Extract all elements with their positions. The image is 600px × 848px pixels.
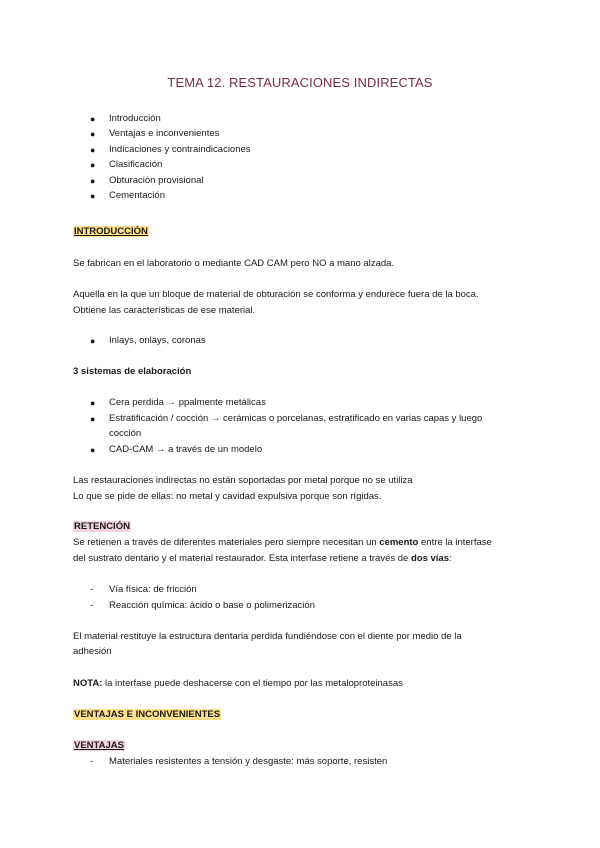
intro-paragraph-2-line-2: Obtiene las características de ese material. bbox=[73, 305, 256, 316]
bullet-dot: ● bbox=[90, 191, 96, 201]
advantages-heading: VENTAJAS E INCONVENIENTES bbox=[74, 709, 221, 720]
toc-item: Indicaciones y contraindicaciones bbox=[109, 144, 251, 155]
toc-item: Cementación bbox=[109, 190, 165, 201]
bullet-dot: ● bbox=[90, 336, 96, 346]
way-item: Reacción química: ácido o base o polimerización bbox=[109, 600, 315, 611]
retention-bold-term: dos vías bbox=[410, 553, 449, 564]
retention-line-1 bbox=[73, 537, 492, 549]
retention-heading: RETENCIÓN bbox=[74, 521, 130, 532]
retention-text: del sustrato dentario y el material restaurador. Esta interfase retiene a través de bbox=[73, 553, 411, 564]
toc-item: Ventajas e inconvenientes bbox=[109, 128, 220, 139]
bullet-dot: ● bbox=[90, 176, 96, 186]
section-heading-advantages bbox=[73, 709, 221, 721]
system-item: Estratificación / cocción → cerámicas o porcelanas, estratificado en varias capas y luego bbox=[109, 413, 483, 424]
bullet-dot: ● bbox=[90, 145, 96, 155]
intro-paragraph-1: Se fabrican en el laboratorio o mediante CAD CAM pero NO a mano alzada. bbox=[73, 258, 395, 269]
dash-marker: - bbox=[90, 756, 94, 767]
retention-bold-term: cemento bbox=[379, 537, 419, 548]
systems-heading: 3 sistemas de elaboración bbox=[73, 366, 192, 377]
retention-line-2 bbox=[73, 553, 452, 565]
bullet-dot: ● bbox=[90, 129, 96, 139]
toc-item: Clasificación bbox=[109, 159, 163, 170]
section-heading-intro bbox=[73, 226, 149, 238]
intro-paragraph-3-line-2: Lo que se pide de ellas: no metal y cavidad expulsiva porque son rígidas. bbox=[73, 491, 382, 502]
intro-heading: INTRODUCCIÓN bbox=[74, 226, 148, 237]
bullet-dot: ● bbox=[90, 114, 96, 124]
page-title: TEMA 12. RESTAURACIONES INDIRECTAS bbox=[167, 75, 433, 90]
subsection-heading-ventajas bbox=[73, 740, 125, 752]
intro-paragraph-3-line-1: Las restauraciones indirectas no están soportadas por metal porque no se utiliza bbox=[73, 475, 413, 486]
toc-item: Obturación provisional bbox=[109, 175, 204, 186]
retention-text: entre la interfase bbox=[418, 537, 492, 548]
system-item-continuation: cocción bbox=[109, 428, 142, 439]
advantage-item: Materiales resistentes a tensión y desgaste: más soporte, resisten bbox=[109, 756, 388, 767]
note-text: la interfase puede deshacerse con el tiempo por las metaloproteinasas bbox=[102, 678, 403, 689]
retention-paragraph-line-2: adhesión bbox=[73, 646, 112, 657]
intro-paragraph-2-line-1: Aquella en la que un bloque de material de obturación se conforma y endurece fuera de la boca. bbox=[73, 289, 479, 300]
dash-marker: - bbox=[90, 600, 94, 611]
bullet-dot: ● bbox=[90, 160, 96, 170]
bullet-dot: ● bbox=[90, 398, 96, 408]
dash-marker: - bbox=[90, 584, 94, 595]
types-item: Inlays, onlays, coronas bbox=[109, 335, 206, 346]
system-item: Cera perdida → ppalmente metálicas bbox=[109, 397, 266, 408]
retention-text: : bbox=[449, 553, 452, 564]
bullet-dot: ● bbox=[90, 414, 96, 424]
ventajas-heading: VENTAJAS bbox=[74, 740, 124, 751]
note-line bbox=[73, 678, 403, 690]
toc-item: Introducción bbox=[109, 113, 161, 124]
section-heading-retention bbox=[73, 521, 131, 533]
bullet-dot: ● bbox=[90, 445, 96, 455]
note-label: NOTA: bbox=[73, 678, 103, 689]
system-item: CAD-CAM → a través de un modelo bbox=[109, 444, 263, 455]
retention-text: Se retienen a través de diferentes materiales pero siempre necesitan un bbox=[73, 537, 380, 548]
retention-paragraph-line-1: El material restituye la estructura dentaria perdida fundiéndose con el diente por medio de la bbox=[73, 631, 462, 642]
way-item: Vía física: de fricción bbox=[109, 584, 197, 595]
